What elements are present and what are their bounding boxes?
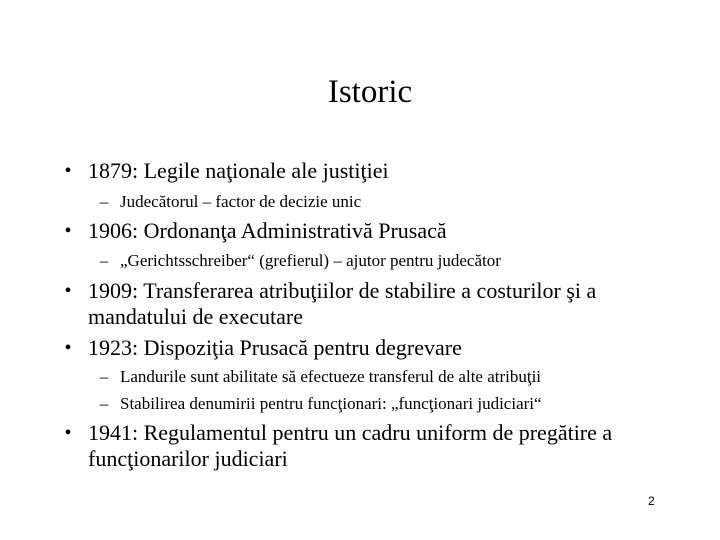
sub-bullet-text: „Gerichtsschreiber“ (grefierul) – ajutor pentru judecător [120,251,501,270]
bullet-1941 [64,420,688,472]
bullet-text-line-2: funcţionarilor judiciari [88,446,288,471]
page-number: 2 [648,494,655,508]
bullet-dot: • [64,160,72,182]
bullet-text-line-1: 1909: Transferarea atribuţiilor de stabilire a costurilor şi a [88,278,597,303]
bullet-1906 [64,218,688,244]
bullet-text-line-1: 1941: Regulamentul pentru un cadru uniform de pregătire a [88,420,613,445]
sub-bullet-judecatorul [99,191,680,213]
bullet-1923 [64,335,688,361]
dash-marker: – [99,394,109,413]
bullet-dot: • [64,220,72,242]
dash-marker: – [99,367,109,386]
sub-bullet-text: Judecătorul – factor de decizie unic [120,192,362,211]
bullet-text-line-2: mandatului de executare [88,304,304,329]
bullet-text: 1923: Dispoziţia Prusacă pentru degrevare [88,335,462,360]
bullet-1879 [64,158,688,184]
sub-bullet-denumire [99,393,680,415]
bullet-dot: • [64,422,72,444]
slide-title: Istoric [327,74,413,110]
dash-marker: – [99,192,109,211]
bullet-text: 1879: Legile naţionale ale justiţiei [88,158,389,183]
dash-marker: – [99,251,109,270]
sub-bullet-text: Landurile sunt abilitate să efectueze transferul de alte atribuţii [120,367,542,386]
sub-bullet-text: Stabilirea denumirii pentru funcţionari: „funcţionari judiciari“ [120,394,542,413]
bullet-1909 [64,278,688,330]
sub-bullet-gerichtsschreiber [99,250,680,272]
bullet-dot: • [64,280,72,302]
bullet-text: 1906: Ordonanţa Administrativă Prusacă [88,218,447,243]
bullet-dot: • [64,337,72,359]
sub-bullet-landurile [99,366,680,388]
